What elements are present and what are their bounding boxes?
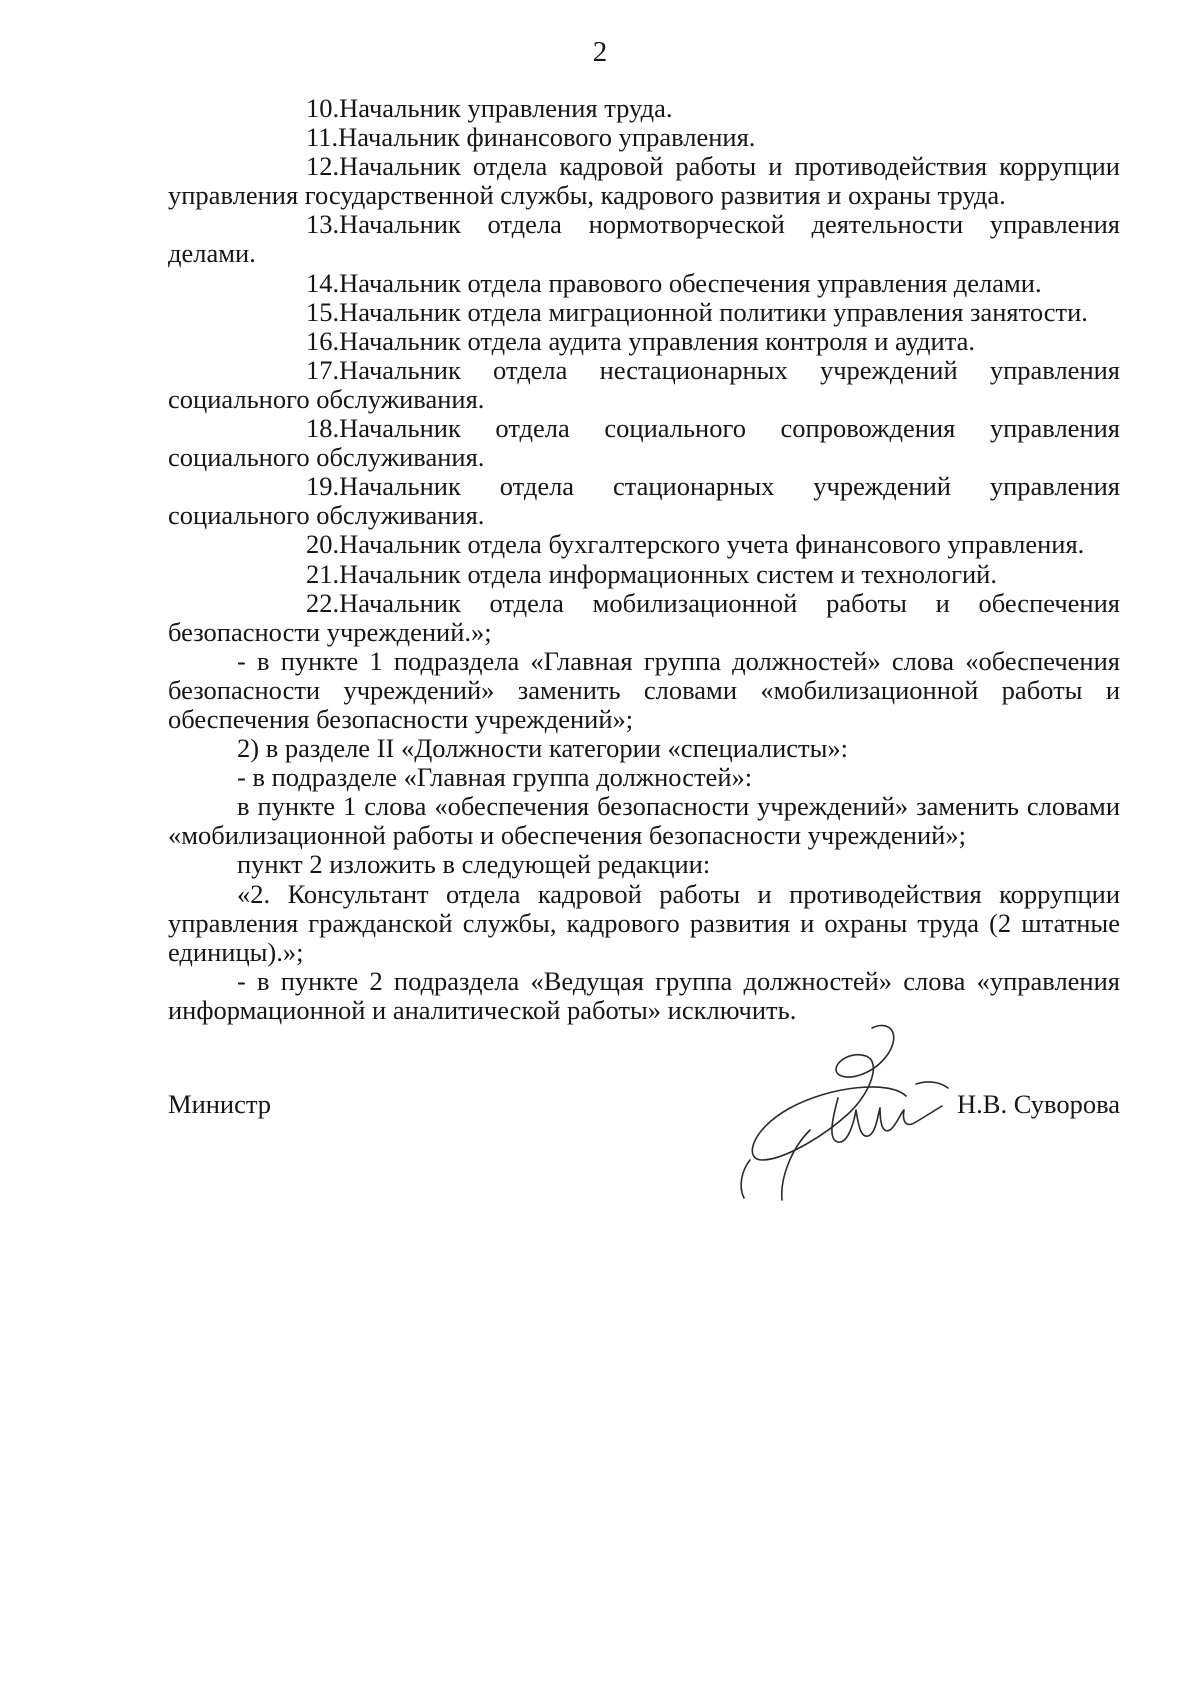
amendment-paragraph: пункт 2 изложить в следующей редакции: (237, 849, 711, 880)
signatory-title: Министр (168, 1089, 272, 1119)
list-item (168, 210, 1120, 268)
list-item-number: 10. (306, 93, 340, 123)
list-item-text: Начальник отдела информационных систем и технологий. (339, 558, 997, 589)
amendment-paragraph: - в пункте 2 подраздела «Ведущая группа должностей» слова «управления информационной и аналитической работы» исключить. (168, 965, 1120, 1025)
list-item (168, 472, 1120, 530)
signatory-name: Н.В. Суворова (957, 1089, 1120, 1119)
amendment-paragraph: 2) в разделе II «Должности категории «специалисты»: (237, 733, 849, 764)
list-item-text: Начальник управления труда. (339, 93, 673, 123)
list-item-text: Начальник отдела стационарных учреждений управления социального обслуживания. (168, 471, 1120, 531)
list-item-text: Начальник отдела аудита управления контроля и аудита. (339, 325, 975, 356)
amendment-paragraph: - в пункте 1 подраздела «Главная группа должностей» слова «обеспечения безопасности учреждений» заменить словами «мобилизационной работы и обеспечения безопасности учреждений»; (168, 645, 1120, 734)
list-item-text: Начальник отдела правового обеспечения управления делами. (339, 267, 1042, 298)
list-item-number: 18. (306, 413, 340, 444)
list-item-number: 22. (306, 587, 340, 618)
list-item (168, 414, 1120, 472)
amendment-paragraph: - в подразделе «Главная группа должностей»: (237, 762, 753, 793)
list-item (168, 530, 1120, 559)
amendment-paragraph: в пункте 1 слова «обеспечения безопасности учреждений» заменить словами «мобилизационной работы и обеспечения безопасности учреждений»; (168, 791, 1120, 851)
page-number: 2 (592, 36, 608, 68)
list-item-number: 14. (306, 267, 340, 298)
list-item (168, 589, 1120, 647)
handwritten-signature-icon (720, 1010, 980, 1210)
list-item-text: Начальник финансового управления. (338, 122, 756, 153)
list-item-number: 20. (306, 529, 340, 560)
list-item-number: 16. (306, 325, 340, 356)
list-item-number: 21. (306, 558, 340, 589)
list-item-text: Начальник отдела социального сопровождения управления социального обслуживания. (168, 413, 1120, 473)
list-item-text: Начальник отдела бухгалтерского учета финансового управления. (339, 529, 1085, 560)
amendment-paragraph: «2. Консультант отдела кадровой работы и противодействия коррупции управления гражданской службы, кадрового развития и охраны труда (2 штатные единицы).»; (168, 878, 1120, 967)
list-item (168, 94, 1120, 123)
list-item-text: Начальник отдела нормотворческой деятельности управления делами. (168, 209, 1120, 269)
list-item-text: Начальник отдела кадровой работы и противодействия коррупции управления государственной службы, кадрового развития и охраны труда. (168, 151, 1120, 211)
list-item-text: Начальник отдела нестационарных учреждений управления социального обслуживания. (168, 354, 1120, 414)
list-item-text: Начальник отдела мобилизационной работы и обеспечения безопасности учреждений.»; (168, 587, 1120, 647)
list-item (168, 298, 1120, 327)
list-item (168, 269, 1120, 298)
document-body (168, 94, 1120, 1025)
list-item-number: 17. (306, 354, 340, 385)
list-item (168, 356, 1120, 414)
list-item (168, 560, 1120, 589)
list-item-number: 11. (306, 122, 339, 153)
list-item (168, 123, 1120, 152)
list-item-text: Начальник отдела миграционной политики управления занятости. (339, 296, 1088, 327)
list-item-number: 12. (306, 151, 340, 182)
list-item-number: 13. (306, 209, 340, 240)
list-item-number: 15. (306, 296, 340, 327)
list-item-number: 19. (306, 471, 340, 502)
list-item (168, 327, 1120, 356)
list-item (168, 152, 1120, 210)
